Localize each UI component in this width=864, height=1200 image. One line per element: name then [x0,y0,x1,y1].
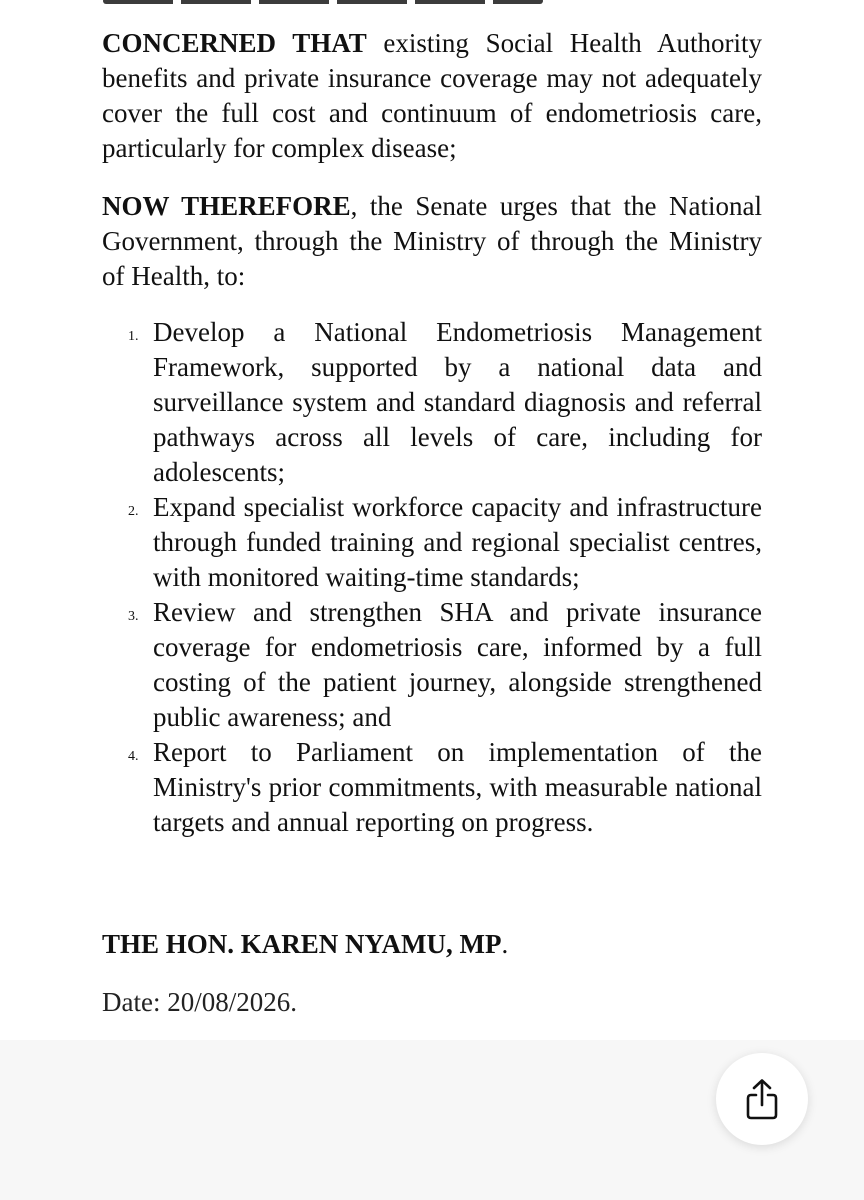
now-therefore-lead: NOW THEREFORE [102,191,351,221]
now-therefore-paragraph [102,189,762,294]
list-item [102,490,762,595]
list-item-text: Develop a National Endometriosis Management Framework, supported by a national data and surveillance system and standard diagnosis and referral pathways across all levels of care, including for adolescents; [153,317,762,487]
date-line: Date: 20/08/2026. [102,987,297,1017]
concerned-lead: CONCERNED THAT [102,28,367,58]
list-item-text: Review and strengthen SHA and private insurance coverage for endometriosis care, informed by a full costing of the patient journey, alongside strengthened public awareness; and [153,597,762,732]
list-item-text: Report to Parliament on implementation of the Ministry's prior commitments, with measurable national targets and annual reporting on progress. [153,737,762,837]
list-item [102,315,762,490]
list-item-text: Expand specialist workforce capacity and infrastructure through funded training and regional specialist centres, with monitored waiting-time standards; [153,492,762,592]
cut-off-text-line [103,0,543,6]
list-item-number: 2. [128,504,139,519]
signature-line [102,927,508,962]
signature-period: . [501,929,509,959]
list-item [102,735,762,840]
now-therefore-text: , the Senate urges that the National Government, through the Ministry of through the Ministry of Health, to: [102,191,762,291]
list-item-number: 3. [128,609,139,624]
concerned-text: existing Social Health Authority benefits and private insurance coverage may not adequately cover the full cost and continuum of endometriosis care, particularly for complex disease; [102,28,762,163]
signatory-name: THE HON. KAREN NYAMU, MP [102,929,502,959]
list-item-number: 1. [128,329,139,344]
concerned-paragraph [102,26,762,166]
share-button[interactable] [716,1053,808,1145]
share-icon [742,1077,782,1121]
list-item-number: 4. [128,749,139,764]
resolution-list [102,315,762,840]
list-item [102,595,762,735]
